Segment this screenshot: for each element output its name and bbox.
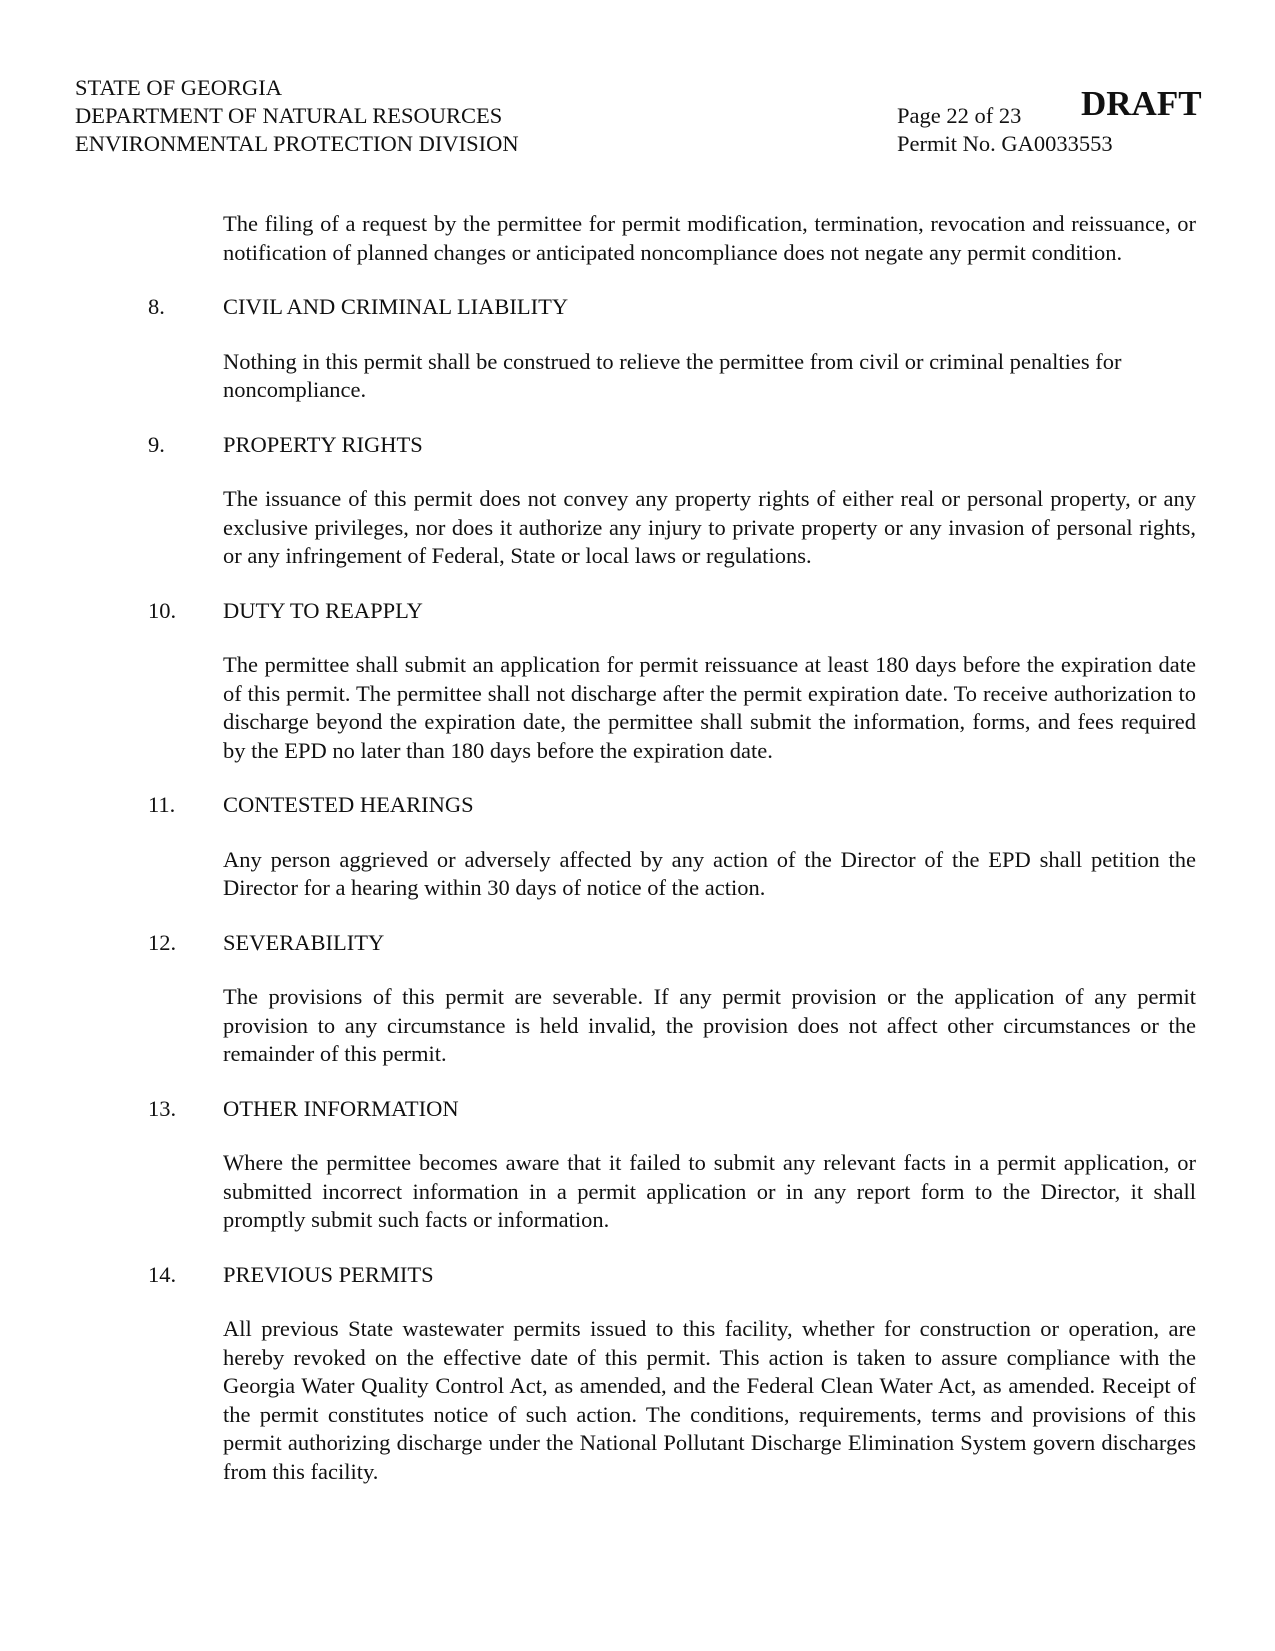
- section-heading-11: [148, 791, 1196, 820]
- section-text-13: Where the permittee becomes aware that it failed to submit any relevant facts in a permit application, or submitted incorrect information in a permit application or in any report form to the Director, it shall promptly submit such facts or information.: [223, 1150, 1196, 1232]
- draft-watermark: DRAFT: [1081, 84, 1202, 123]
- permit-number: Permit No. GA0033553: [897, 131, 1113, 156]
- section-text-12: The provisions of this permit are severable. If any permit provision or the application of any permit provision to any circumstance is held invalid, the provision does not affect other circumstances or the remainder of this permit.: [223, 984, 1196, 1066]
- section-text-9: The issuance of this permit does not convey any property rights of either real or personal property, or any exclusive privileges, nor does it authorize any injury to private property or any invasion of personal rights, or any infringement of Federal, State or local laws or regulations.: [223, 486, 1196, 568]
- section-text-8: Nothing in this permit shall be construed to relieve the permittee from civil or criminal penalties for noncompliance.: [223, 348, 1122, 402]
- agency-line-department: DEPARTMENT OF NATURAL RESOURCES: [75, 103, 503, 128]
- section-number: 13.: [148, 1095, 177, 1121]
- agency-line-division: ENVIRONMENTAL PROTECTION DIVISION: [75, 131, 519, 156]
- section-number: 8.: [148, 294, 165, 319]
- section-text-11: Any person aggrieved or adversely affected by any action of the Director of the EPD shall petition the Director for a hearing within 30 days of notice of the action.: [223, 846, 1196, 900]
- page-header: [75, 74, 1215, 164]
- section-heading-8: [148, 293, 1196, 322]
- section-number: 11.: [148, 792, 176, 817]
- intro-paragraph: The filing of a request by the permittee for permit modification, termination, revocation and reissuance, or notification of planned changes or anticipated noncompliance does not negate any permit condition.: [223, 211, 1196, 265]
- section-number: 14.: [148, 1261, 177, 1287]
- section-text-14: All previous State wastewater permits issued to this facility, whether for construction or operation, are hereby revoked on the effective date of this permit. This action is taken to assure compliance with the Georgia Water Quality Control Act, as amended, and the Federal Clean Water Act, as amended. Receipt of the permit constitutes notice of such action. The conditions, requirements, terms and provisions of this permit authorizing discharge under the National Pollutant Discharge Elimination System govern discharges from this facility.: [223, 1316, 1196, 1484]
- section-title: DUTY TO REAPPLY: [223, 597, 423, 623]
- section-title: PROPERTY RIGHTS: [223, 431, 423, 457]
- section-text-10: The permittee shall submit an application for permit reissuance at least 180 days before the expiration date of this permit. The permittee shall not discharge after the permit expiration date. To receive authorization to discharge beyond the expiration date, the permittee shall submit the information, forms, and fees required by the EPD no later than 180 days before the expiration date.: [223, 652, 1196, 763]
- section-title: CIVIL AND CRIMINAL LIABILITY: [223, 294, 569, 319]
- section-number: 10.: [148, 597, 177, 623]
- section-heading-14: [148, 1261, 1196, 1290]
- section-heading-13: [148, 1095, 1196, 1124]
- section-heading-12: [148, 929, 1196, 958]
- section-title: CONTESTED HEARINGS: [223, 792, 474, 817]
- document-body: [148, 210, 1196, 1512]
- section-heading-10: [148, 597, 1196, 626]
- section-title: PREVIOUS PERMITS: [223, 1261, 434, 1287]
- section-number: 9.: [148, 431, 165, 457]
- agency-line-state: STATE OF GEORGIA: [75, 75, 282, 100]
- agency-block: [75, 74, 519, 158]
- section-title: SEVERABILITY: [223, 929, 385, 955]
- section-heading-9: [148, 431, 1196, 460]
- section-title: OTHER INFORMATION: [223, 1095, 459, 1121]
- page-number: Page 22 of 23: [897, 103, 1022, 128]
- section-number: 12.: [148, 929, 177, 955]
